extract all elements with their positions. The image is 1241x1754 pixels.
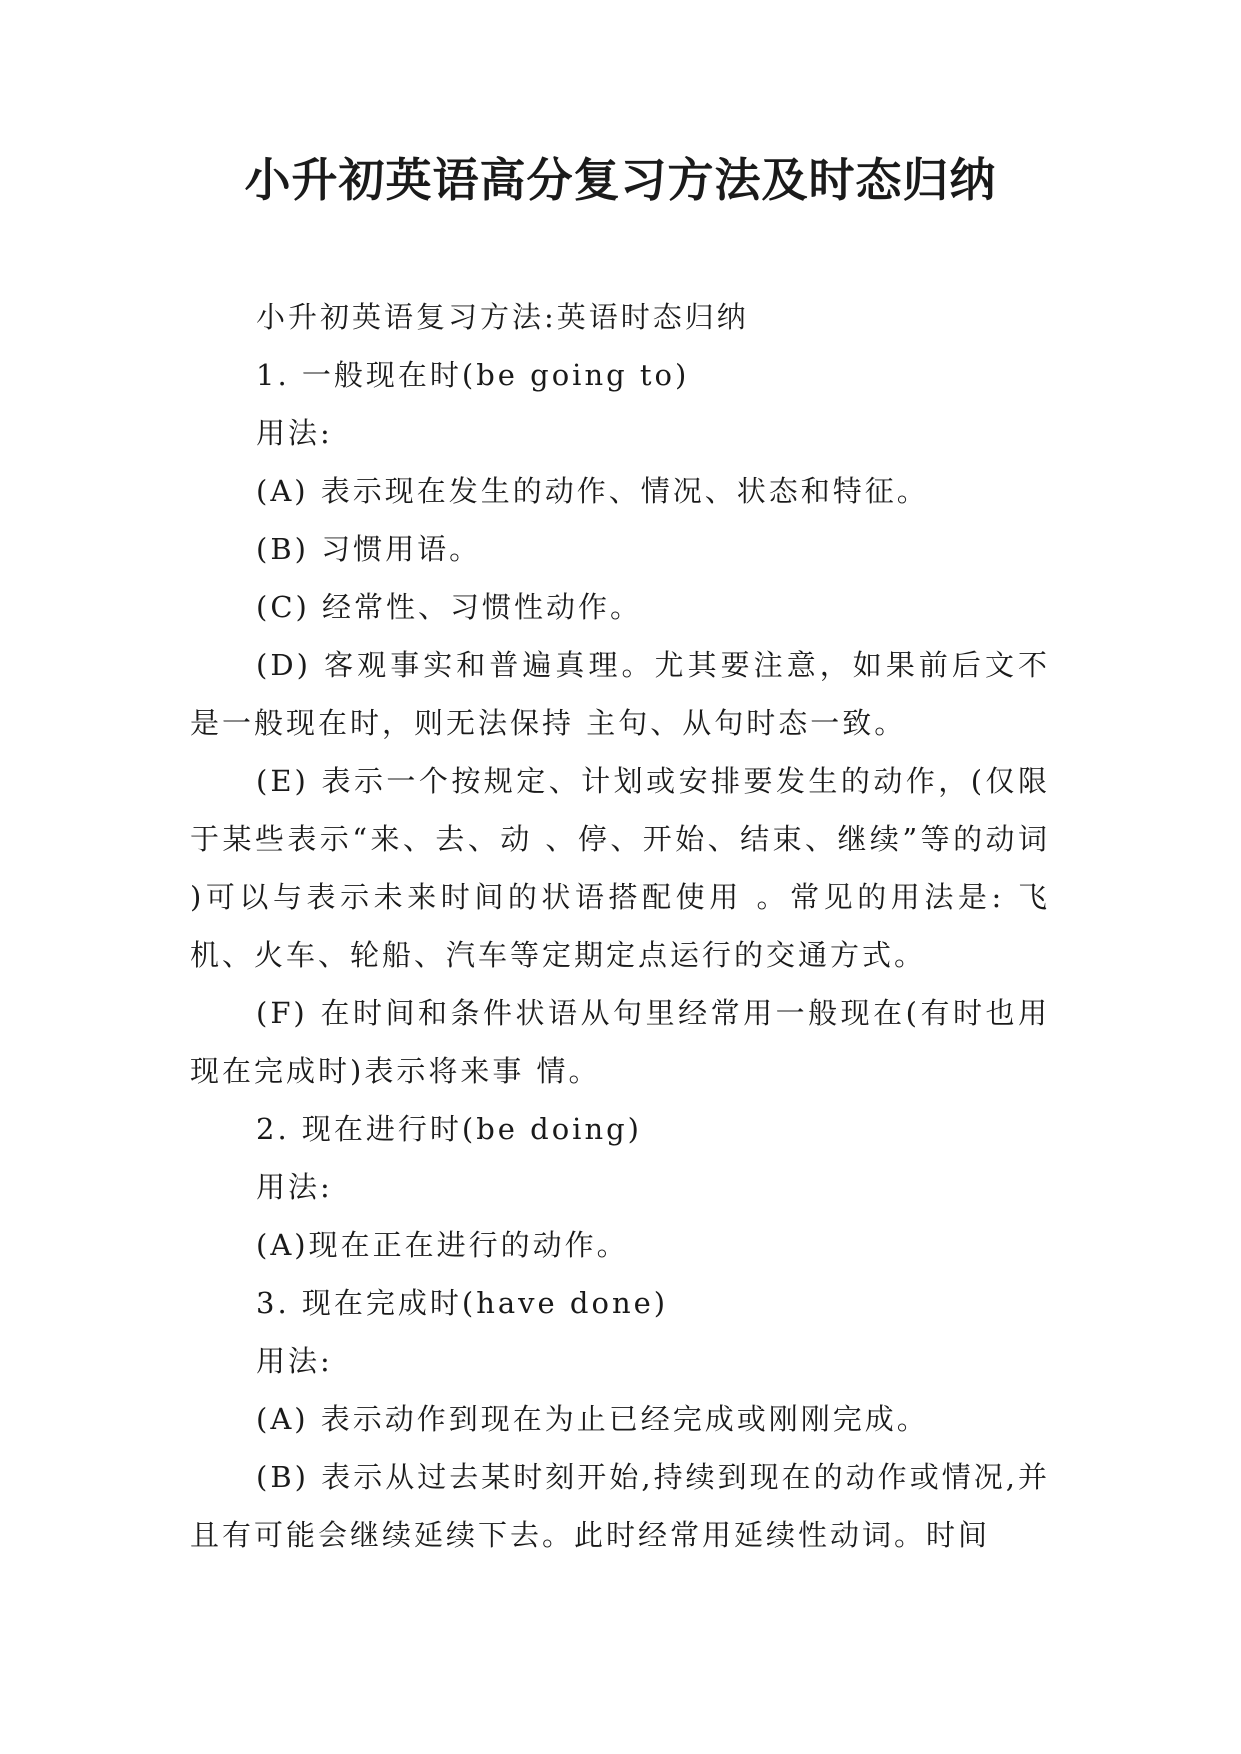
paragraph-item-b: (B) 习惯用语。: [256, 532, 482, 566]
paragraph-item-c: (C) 经常性、习惯性动作。: [256, 590, 643, 624]
paragraph-item-f: (F) 在时间和条件状语从句里经常用一般现在(有时也用现在完成时)表示将来事 情。: [190, 996, 1050, 1088]
paragraph-section-1-title: 1. 一般现在时(be going to): [256, 358, 690, 392]
paragraph-item-a: (A) 表示现在发生的动作、情况、状态和特征。: [256, 474, 929, 508]
paragraph-item-a: (A) 表示动作到现在为止已经完成或刚刚完成。: [256, 1402, 929, 1436]
paragraph-item-e: (E) 表示一个按规定、计划或安排要发生的动作，(仅限于某些表示“来、去、动 、停、开始、结束、继续”等的动词 )可以与表示未来时间的状语搭配使用 。常见的用法是: 飞机、火车、轮船、汽车等定期定点运行的交通方式。: [190, 764, 1050, 972]
paragraph-item-b: (B) 表示从过去某时刻开始,持续到现在的动作或情况,并且有可能会继续延续下去。此时经常用延续性动词。时间: [190, 1460, 1050, 1552]
paragraph-section-2-title: 2. 现在进行时(be doing): [256, 1112, 642, 1146]
paragraph-heading: 小升初英语复习方法:英语时态归纳: [256, 300, 749, 334]
document-body: [190, 288, 1050, 1564]
paragraph-section-3-title: 3. 现在完成时(have done): [256, 1286, 669, 1320]
paragraph-usage-label: 用法:: [256, 1344, 333, 1378]
paragraph-item-a: (A)现在正在进行的动作。: [256, 1228, 629, 1262]
paragraph-usage-label: 用法:: [256, 416, 333, 450]
document-title: 小升初英语高分复习方法及时态归纳: [244, 153, 997, 207]
paragraph-item-d: (D) 客观事实和普遍真理。尤其要注意，如果前后文不是一般现在时，则无法保持 主句、从句时态一致。: [190, 648, 1050, 740]
paragraph-usage-label: 用法:: [256, 1170, 333, 1204]
